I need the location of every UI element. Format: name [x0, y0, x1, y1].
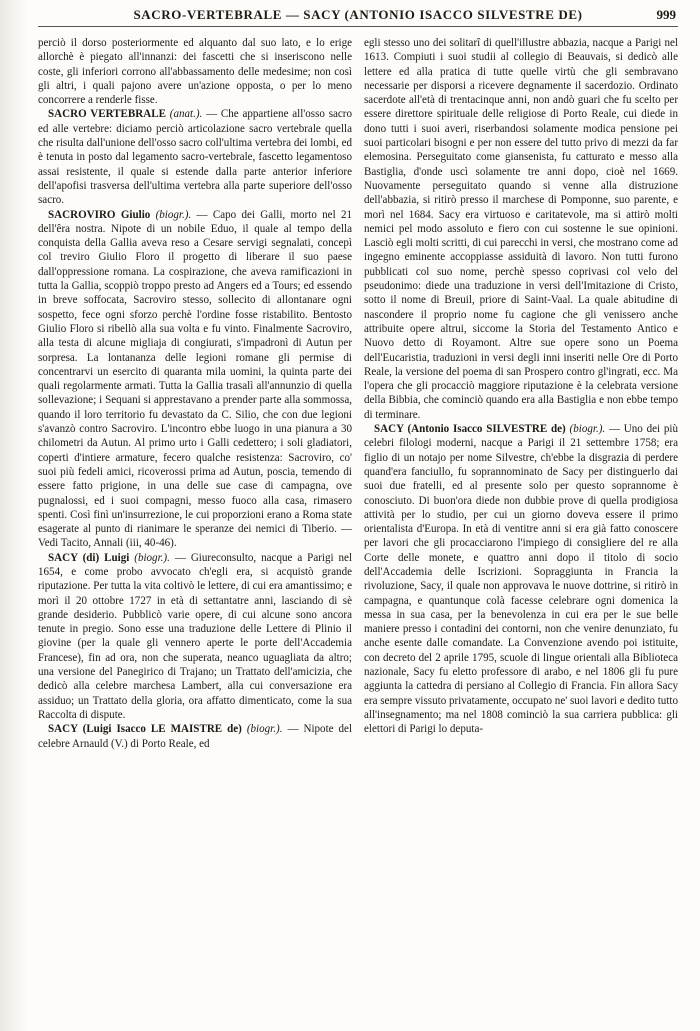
right-column [364, 36, 678, 976]
entry-text: — Capo dei Galli, morto nel 21 dell'êra nostra. Nipote di un nobile Eduo, il quale al tempo della conquista della Gallia aveva reso a Cesare servigi segnalati, concepì col treviro Giulio Floro il progetto di liberare il suo paese dall'oppressione romana. La cospirazione, che aveva ramificazioni in tutta la Gallia, scoppiò troppo presto ad Angers ed a Tours; ed essendo in breve soffocata, Sacroviro stesso, sollecito di allontanare ogni sospetto, fece ogni sforzo perchè l'ordine fosse ristabilito. Bentosto Giulio Floro si ribellò alla sua volta e fu vinto. Finalmente Sacroviro, alla testa di alcune migliaja di congiurati, s'impadronì di Autun per sorpresa. La lontananza delle legioni romane gli permise di concentrarvi un esercito di quaranta mila uomini, la quinta parte dei quali regolarmente armati. Tutta la Gallia trasalì all'annunzio di quella sollevazione; i Sequani si apprestavano a prender parte alla sommossa, quando il loro territorio fu devastato da C. Silio, che con due legioni s'avanzò contro Sacroviro. L'incontro ebbe luogo in una pianura a 30 chilometri da Autun. Al primo urto i Galli cedettero; i soli gladiatori, coperti d'intiere armature, fecero qualche resistenza: Sacroviro, co' suoi più fedeli amici, ricoverossi prima ad Autun, poscia, temendo di essere fatto prigione, in una delle sue case di campagna, ove pugnalossi, ed i suoi compagni, messo fuoco alla casa, rimasero spenti. Così finì un'insurrezione, le cui proporzioni erano a Roma state esagerate al punto di rianimare le speranze dei nemici di Tiberio. — Vedi Tacito, Annali (iii, 40-46). [38, 208, 352, 550]
entry-headword: SACRO VERTEBRALE [48, 108, 166, 121]
running-head: SACRO-VERTEBRALE — SACY (ANTONIO ISACCO SILVESTRE DE) [133, 7, 583, 22]
entry-headword: SACROVIRO Giulio [48, 208, 151, 221]
entry-continuation [364, 36, 678, 422]
entry-category: (anat.). [169, 108, 203, 121]
dictionary-entry [38, 551, 352, 723]
dictionary-entry [38, 107, 352, 207]
entry-text: egli stesso uno dei solitarî di quell'illustre abbazia, nacque a Parigi nel 1613. Compiuti i suoi studii al collegio di Beauvais, si dedicò alle lettere ed alla pratica di tutte quelle virtù che gli sembravano necessarie per disporsi a ricevere degnamente il sacerdozio. Ordinato sacerdote all'età di trentacinque anni, non andò guari che fu scelto per essere direttore spirituale delle religiose di Porto Reale, cui diede in dono tutti i suoi averi, riserbandosi solamente modica pensione pei suoi particolari bisogni e per non essere del tutto privo di mezzi da far elemosina. Perseguitato come giansenista, fu catturato e messo alla Bastiglia, d'onde uscì solamente tre anni dopo, cioè nel 1669. Nuovamente perseguitato quando si venne alla distruzione dell'abbazia, si ritirò presso il marchese di Pomponne, suo parente, e morì nel 1684. Sacy era virtuoso e caritatevole, ma si attirò molti nemici pel modo assoluto e fiero con cui sostenne le sue opinioni. Lasciò egli molti scritti, di cui parecchi in versi, che mostrano come ad ingegno eminente accoppiasse assiduità di lavoro. Non tutti furono pubblicati col suo nome, perchè spesso coprivasi col velo del pseudonimo: diede una traduzione in versi dell'Imitazione di Cristo, sotto il nome di Breuil, priore di Saint-Vaal. La quale abitudine di nascondere il proprio nome fu cagione che gli venissero anche attribuite opere altrui, siccome la Storia del Testamento Antico e Nuovo detto di Royamont. Altre sue opere sono un Poema dell'Eucaristia, traduzioni in versi degli inni inseriti nelle Ore di Porto Reale, la versione del poema di san Prospero contro gl'ingrati, ecc. Ma l'opera che gli procacciò maggiore riputazione è la celebrata versione della Bibbia, che cominciò quando era alla Bastiglia e non ebbe tempo di terminare. [364, 37, 678, 421]
text-columns [38, 36, 678, 976]
entry-headword: SACY (Antonio Isacco SILVESTRE de) [374, 423, 566, 436]
entry-text: — Giureconsulto, nacque a Parigi nel 1654, e come probo avvocato ch'egli era, si acquistò grande riputazione. Per tutta la vita coltivò le lettere, di cui era amantissimo; e morì il 20 ottobre 1727 in età di settantatre anni, lasciando di sè grande desiderio. Pubblicò varie opere, di cui alcune sono ancora tenute in pregio. Sono esse una traduzione delle Lettere di Plinio il giovine (per la quale gli vennero aperte le porte dell'Accademia Francese), fin ad ora, non che superata, neanco uguagliata da altro; una versione del Panegirico di Trajano; un Trattato dell'amicizia, che dedicò alla celebre marchesa Lambert, alla cui conversazione era assiduo; un Trattato della gloria, ora affatto dimenticato, come la sua Raccolta di dispute. [38, 551, 352, 721]
entry-category: (biogr.). [134, 551, 170, 564]
entry-text: — Uno dei più celebri filologi moderni, nacque a Parigi il 21 settembre 1758; era figlio di un notajo per nome Silvestre, ch'ebbe la disgrazia di perdere quand'era fanciullo, fu soprannominato de Sacy per distinguerlo dai suoi due fratelli, ed al presente solo per questo soprannome è conosciuto. Di buon'ora diede non dubbie prove di quella prodigiosa attività per lo studio, per cui un giorno doveva essere il primo orientalista d'Europa. In età di ventitre anni si era già fatto conoscere per lavori che gli procacciarono l'impiego di consigliere del re alla Corte delle monete, e quattro anni dopo il titolo di socio dell'Accademia delle Iscrizioni. Sopraggiunta in Francia la rivoluzione, Sacy, il quale non approvava le nuove dottrine, si ritirò in campagna, e quantunque colà facesse celebrare ogni domenica la messa in sua casa, per la benevolenza in cui era per le sue belle maniere presso i contadini dei contorni, non che venire denunziato, fu anche esente dalle comandate. La Convenzione avendo poi istituite, con decreto del 2 aprile 1795, scuole di lingue orientali alla Biblioteca nazionale, Sacy fu eletto professore di arabo, e nel 1806 gli fu pure aggiunta la cattedra di persiano al Collegio di Francia. Fin allora Sacy era sempre vissuto privatamente, occupato ne' suoi lavori e dedito tutto all'insegnamento; ma nel 1808 cominciò la sua carriera pubblica: gli elettori di Parigi lo deputa- [364, 423, 678, 736]
entry-category: (biogr.). [569, 423, 606, 436]
entry-category: (biogr.). [246, 723, 283, 736]
page-scan-edge [0, 0, 28, 1031]
page-header [38, 4, 678, 27]
page-number: 999 [656, 7, 676, 22]
dictionary-entry [364, 422, 678, 737]
entry-text: — Nipote del celebre Arnauld (V.) di Porto Reale, ed [38, 723, 352, 750]
entry-category: (biogr.). [155, 208, 192, 221]
entry-headword: SACY (Luigi Isacco LE MAISTRE de) [48, 723, 242, 736]
left-column [38, 36, 352, 976]
entry-continuation [38, 36, 352, 107]
entry-text: — Che appartiene all'osso sacro ed alle vertebre: diciamo perciò articolazione sacro vertebrale quella che risulta dall'unione dell'osso sacro coll'ultima vertebra dei lombi, ed è tenuta in posto dal legamento sacro-vertebrale, fascetto legamentoso assai resistente, il quale si estende dalla parte anterior inferiore dell'apofisi trasversa dell'ultima vertebra alla parte superiore dell'osso sacro. [38, 108, 352, 207]
entry-text: perciò il dorso posteriormente ed alquanto dal suo lato, e lo erige allorchè è piegato all'innanzi: dei fascetti che si inseriscono nelle coste, gli inferiori corrono all'abbassamento delle medesime; non così gli altri, i quali pajono avere un'azione opposta, o per lo meno concorrere a renderle fisse. [38, 37, 352, 107]
dictionary-entry [38, 208, 352, 551]
dictionary-entry [38, 722, 352, 751]
entry-headword: SACY (di) Luigi [48, 551, 130, 564]
